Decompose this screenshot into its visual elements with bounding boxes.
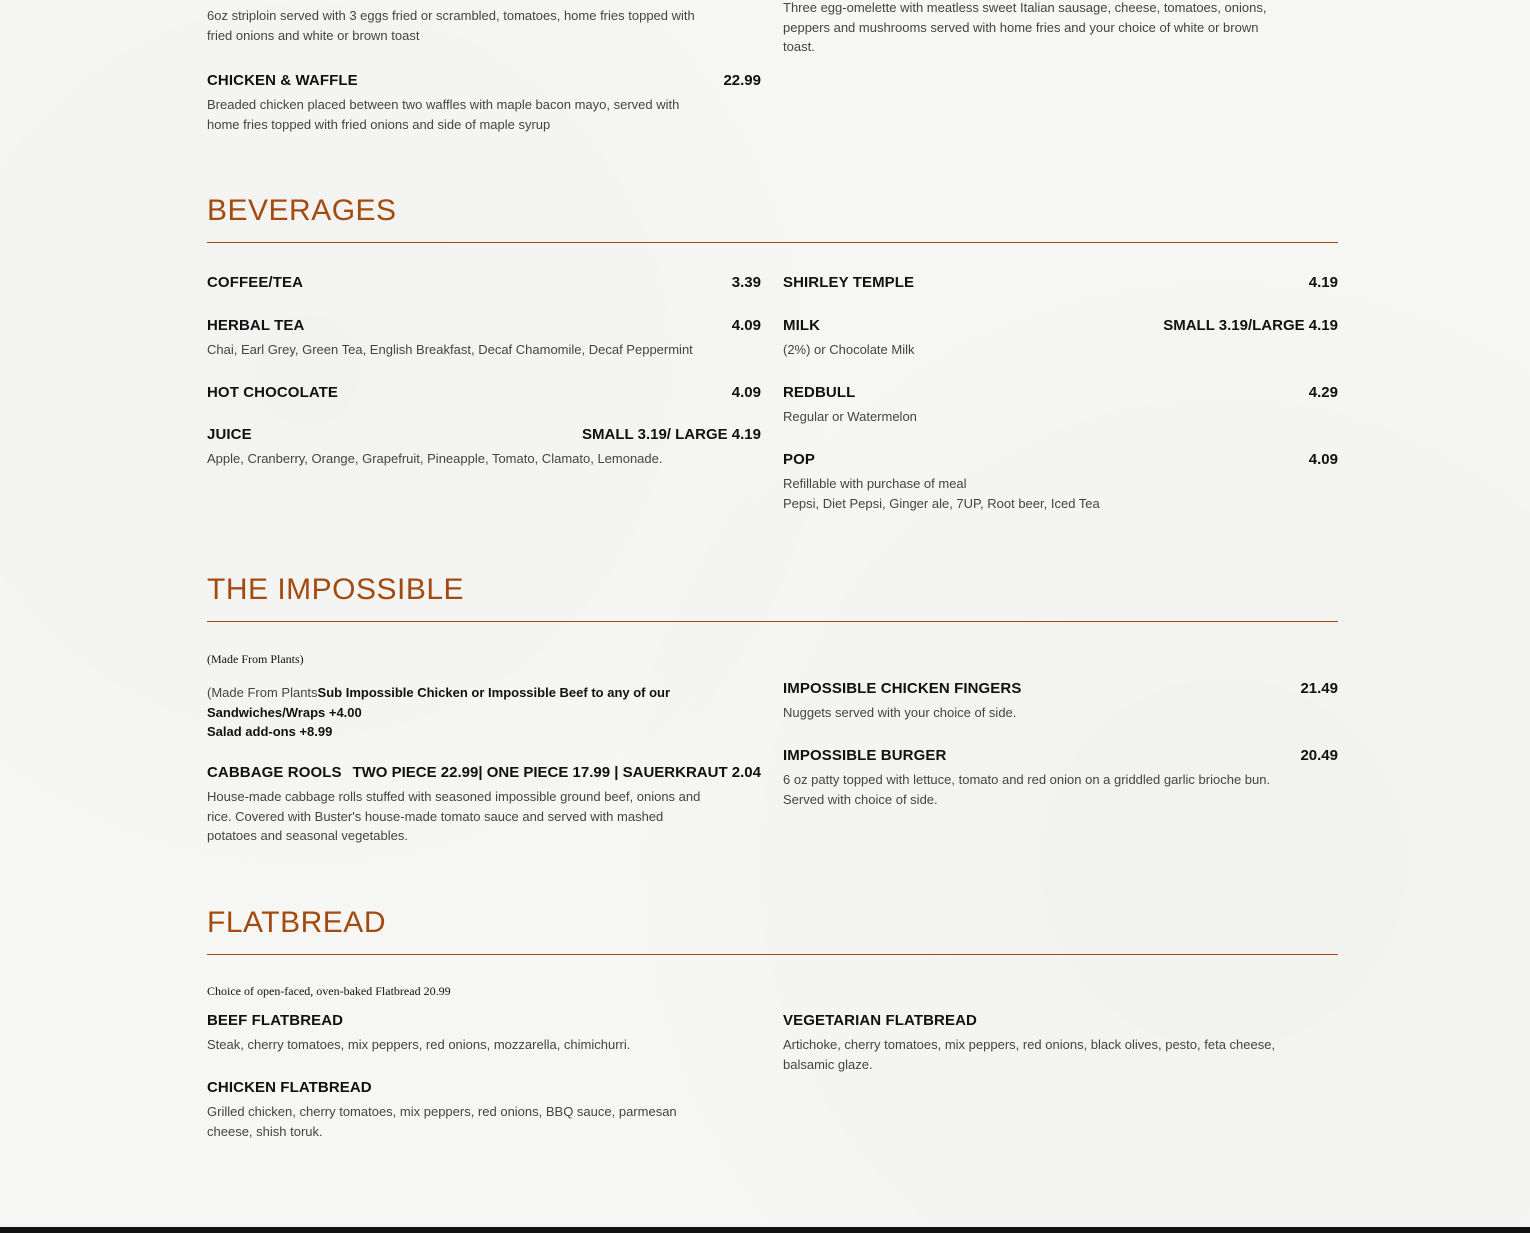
item-price: 4.09 <box>731 384 761 401</box>
salad-addons: Salad add-ons +8.99 <box>207 724 333 739</box>
impossible-chicken-fingers-item <box>783 680 1338 723</box>
item-name: HOT CHOCOLATE <box>207 384 339 401</box>
item-price: 20.49 <box>1300 747 1338 764</box>
item-price: 4.29 <box>1308 384 1338 401</box>
impossible-note: (Made From Plants) <box>207 652 304 666</box>
beef-flatbread-item <box>207 1012 761 1055</box>
item-desc: Chai, Earl Grey, Green Tea, English Breakfast, Decaf Chamomile, Decaf Peppermint <box>207 342 693 357</box>
item-price: TWO PIECE 22.99| ONE PIECE 17.99 | SAUERKRAUT 2.04 <box>352 764 761 781</box>
sub-info-bold: Sub Impossible Chicken or Impossible Beef to any of our Sandwiches/Wraps +4.00 <box>207 685 671 720</box>
flatbread-note: Choice of open-faced, oven-baked Flatbread 20.99 <box>207 984 451 998</box>
item-desc: House-made cabbage rolls stuffed with seasoned impossible ground beef, onions and rice. Covered with Buster's house-made tomato sauce and served with mashed potatoes and seasonal vegetables. <box>207 789 701 843</box>
beverage-pop <box>783 451 1338 513</box>
item-name: IMPOSSIBLE CHICKEN FINGERS <box>783 680 1022 697</box>
item-price: 21.49 <box>1300 680 1338 697</box>
chicken-waffle-item <box>207 72 761 134</box>
item-desc: Artichoke, cherry tomatoes, mix peppers, red onions, black olives, pesto, feta cheese, balsamic glaze. <box>783 1037 1276 1072</box>
item-desc: Grilled chicken, cherry tomatoes, mix peppers, red onions, BBQ sauce, parmesan cheese, shish toruk. <box>207 1104 677 1139</box>
beverage-redbull <box>783 384 1338 427</box>
omelette-desc: Three egg-omelette with meatless sweet Italian sausage, cheese, tomatoes, onions, peppers and mushrooms served with home fries and your choice of white or brown toast. <box>783 0 1267 54</box>
item-name: HERBAL TEA <box>207 317 305 334</box>
item-desc-secondary: Pepsi, Diet Pepsi, Ginger ale, 7UP, Root beer, Iced Tea <box>783 495 1100 511</box>
impossible-burger-item <box>783 747 1338 809</box>
item-desc: Breaded chicken placed between two waffles with maple bacon mayo, served with home fries topped with fried onions and side of maple syrup <box>207 97 680 132</box>
item-desc: Refillable with purchase of meal <box>783 476 967 491</box>
item-desc: 6 oz patty topped with lettuce, tomato and red onion on a griddled garlic brioche bun. Served with choice of side. <box>783 772 1271 807</box>
steak-eggs-item <box>207 6 761 45</box>
item-price: 22.99 <box>723 72 761 89</box>
item-name: MILK <box>783 317 821 334</box>
item-desc: Nuggets served with your choice of side. <box>783 705 1017 720</box>
chicken-flatbread-item <box>207 1079 761 1141</box>
item-name: REDBULL <box>783 384 856 401</box>
item-name: COFFEE/TEA <box>207 274 304 291</box>
item-desc: Regular or Watermelon <box>783 409 917 424</box>
item-price: 4.09 <box>731 317 761 334</box>
item-name: CHICKEN FLATBREAD <box>207 1079 372 1096</box>
item-price: SMALL 3.19/LARGE 4.19 <box>1163 317 1338 334</box>
beverage-herbal-tea <box>207 317 761 360</box>
steak-eggs-desc: 6oz striploin served with 3 eggs fried or scrambled, tomatoes, home fries topped with fried onions and white or brown toast <box>207 8 695 43</box>
item-name: CABBAGE ROOLS <box>207 764 342 781</box>
item-name: POP <box>783 451 815 468</box>
section-title-impossible: THE IMPOSSIBLE <box>207 573 1338 622</box>
item-name: VEGETARIAN FLATBREAD <box>783 1012 977 1029</box>
item-name: CHICKEN & WAFFLE <box>207 72 358 89</box>
beverage-juice <box>207 426 761 469</box>
sub-info-text <box>207 683 677 742</box>
footer-bar <box>0 1227 1530 1233</box>
impossible-sub-info <box>207 683 761 742</box>
beverage-coffee-tea <box>207 274 761 291</box>
cabbage-rolls-item <box>207 764 761 846</box>
section-title-beverages: BEVERAGES <box>207 194 1338 243</box>
item-name: JUICE <box>207 426 252 443</box>
beverage-shirley-temple <box>783 274 1338 291</box>
item-name: IMPOSSIBLE BURGER <box>783 747 947 764</box>
beverage-hot-chocolate <box>207 384 761 401</box>
item-price: 3.39 <box>731 274 761 291</box>
item-desc: Steak, cherry tomatoes, mix peppers, red onions, mozzarella, chimichurri. <box>207 1037 631 1052</box>
item-name: BEEF FLATBREAD <box>207 1012 344 1029</box>
item-price: 4.09 <box>1308 451 1338 468</box>
item-desc: (2%) or Chocolate Milk <box>783 342 915 357</box>
section-title-flatbread: FLATBREAD <box>207 906 1338 955</box>
sub-info-plain: (Made From Plants <box>207 685 318 700</box>
beverage-milk <box>783 317 1338 360</box>
item-price: 4.19 <box>1308 274 1338 291</box>
item-name: SHIRLEY TEMPLE <box>783 274 915 291</box>
vegetarian-flatbread-item <box>783 1012 1338 1074</box>
item-desc: Apple, Cranberry, Orange, Grapefruit, Pineapple, Tomato, Clamato, Lemonade. <box>207 451 663 466</box>
item-price: SMALL 3.19/ LARGE 4.19 <box>582 426 761 443</box>
omelette-item <box>783 0 1338 57</box>
